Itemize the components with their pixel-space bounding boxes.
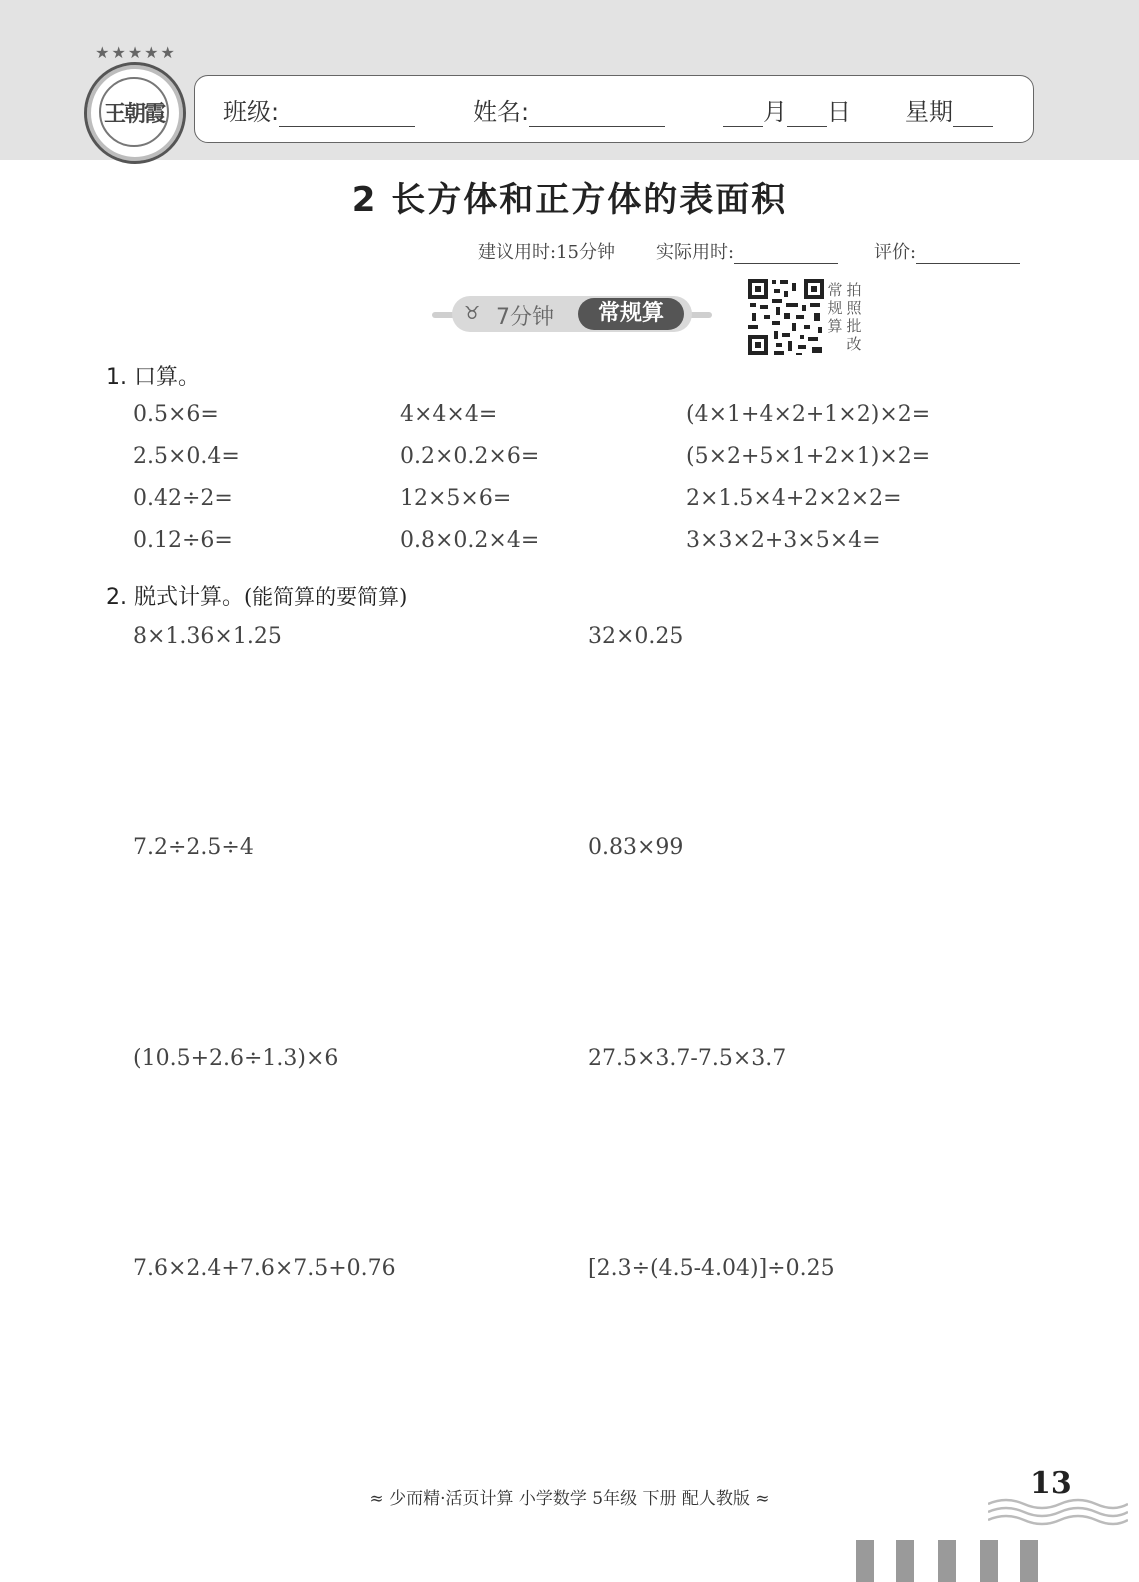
- oral-item: (5×2+5×1+2×1)×2=: [686, 444, 931, 469]
- question-2-title: 2. 脱式计算。: [106, 585, 244, 610]
- edge-tab: [856, 1540, 874, 1582]
- evaluation-blank[interactable]: [916, 243, 1020, 264]
- evaluation-field: [874, 238, 1020, 264]
- stars-icon: ★★★★★: [95, 43, 177, 62]
- oral-item: (4×1+4×2+1×2)×2=: [686, 402, 931, 427]
- calc-item: 27.5×3.7-7.5×3.7: [588, 1046, 787, 1071]
- oral-item: 12×5×6=: [400, 486, 512, 511]
- qr-caption-right: 拍照批改: [846, 281, 862, 353]
- question-2-heading: [106, 580, 407, 611]
- edge-tab: [896, 1540, 914, 1582]
- page-title: 2 长方体和正方体的表面积: [351, 180, 788, 220]
- class-field: [223, 92, 415, 127]
- actual-time-blank[interactable]: [734, 243, 838, 264]
- calc-item: 7.6×2.4+7.6×7.5+0.76: [133, 1256, 396, 1281]
- name-blank[interactable]: [529, 102, 665, 127]
- calc-item: 8×1.36×1.25: [133, 624, 282, 649]
- actual-time-field: [656, 238, 838, 264]
- month-label: 月: [763, 98, 787, 126]
- badge-minutes: 7分钟: [496, 305, 554, 330]
- calc-item: (10.5+2.6÷1.3)×6: [133, 1046, 339, 1071]
- weekday-field: [905, 92, 993, 127]
- edge-tab: [980, 1540, 998, 1582]
- evaluation-label: 评价:: [874, 242, 917, 263]
- question-2-note: (能简算的要简算): [243, 585, 408, 609]
- logo-text: 王朝霞: [103, 100, 164, 127]
- oral-item: 0.42÷2=: [133, 486, 233, 511]
- qr-code-icon: [746, 277, 826, 357]
- suggested-time: 建议用时:15分钟: [478, 242, 615, 263]
- date-field: [723, 92, 851, 127]
- oral-item: 0.2×0.2×6=: [400, 444, 540, 469]
- calc-item: 7.2÷2.5÷4: [133, 835, 254, 860]
- week-blank[interactable]: [953, 102, 993, 127]
- logo-seal: [99, 77, 169, 147]
- oral-item: 3×3×2+3×5×4=: [686, 528, 881, 553]
- month-blank[interactable]: [723, 102, 763, 127]
- medal-icon: ♉: [464, 303, 481, 324]
- actual-time-label: 实际用时:: [656, 242, 735, 263]
- calc-item: [2.3÷(4.5-4.04)]÷0.25: [588, 1256, 835, 1281]
- class-label: 班级:: [223, 98, 280, 126]
- oral-item: 2.5×0.4=: [133, 444, 240, 469]
- oral-item: 0.12÷6=: [133, 528, 233, 553]
- wave-decoration-icon: [988, 1490, 1128, 1530]
- calc-item: 32×0.25: [588, 624, 684, 649]
- page-number: 13: [1030, 1466, 1072, 1501]
- name-field: [473, 92, 665, 127]
- oral-item: 2×1.5×4+2×2×2=: [686, 486, 902, 511]
- publisher-logo: [84, 43, 186, 164]
- section-badge: [432, 296, 712, 332]
- calc-item: 0.83×99: [588, 835, 684, 860]
- footer-text: ≈ 少而精·活页计算 小学数学 5年级 下册 配人教版 ≈: [369, 1489, 770, 1509]
- oral-item: 0.8×0.2×4=: [400, 528, 540, 553]
- page-edge-tabs: [848, 1540, 1048, 1582]
- day-label: 日: [827, 98, 851, 126]
- edge-tab: [938, 1540, 956, 1582]
- week-label: 星期: [905, 98, 953, 126]
- qr-caption-left: 常规算: [827, 281, 843, 335]
- badge-pill: [452, 296, 692, 332]
- oral-item: 0.5×6=: [133, 402, 219, 427]
- student-info-box: [194, 75, 1034, 143]
- class-blank[interactable]: [279, 102, 415, 127]
- name-label: 姓名:: [473, 98, 530, 126]
- day-blank[interactable]: [787, 102, 827, 127]
- question-1-heading: 1. 口算。: [106, 365, 200, 390]
- badge-label: 常规算: [578, 298, 684, 330]
- oral-item: 4×4×4=: [400, 402, 498, 427]
- edge-tab: [1020, 1540, 1038, 1582]
